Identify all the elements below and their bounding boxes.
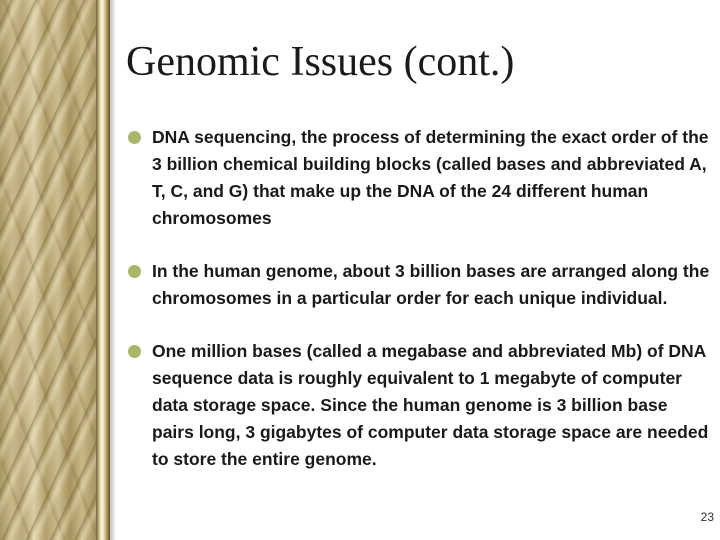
bullet-dot-icon [128, 131, 141, 144]
slide-title: Genomic Issues (cont.) [126, 39, 515, 85]
bullet-dot-icon [128, 345, 141, 358]
bullet-text: DNA sequencing, the process of determining the exact order of the 3 billion chemical building blocks (called bases and abbreviated A, T, C, and G) that make up the DNA of the 24 different human chromosomes [152, 127, 709, 228]
decorative-side-edge [96, 0, 110, 540]
bullet-item [126, 258, 711, 312]
bullet-text: One million bases (called a megabase and abbreviated Mb) of DNA sequence data is roughly equivalent to 1 megabyte of computer data storage space. Since the human genome is 3 billion base pairs long, 3 gigabytes of computer data storage space are needed to store the entire genome. [152, 341, 709, 469]
decorative-side-band [0, 0, 100, 540]
bullet-item [126, 338, 711, 473]
bullet-list [126, 124, 711, 473]
decorative-side-shadow [110, 0, 116, 540]
page-number: 23 [700, 510, 714, 524]
bullet-text: In the human genome, about 3 billion bases are arranged along the chromosomes in a particular order for each unique individual. [152, 261, 710, 308]
bullet-dot-icon [128, 265, 141, 278]
bullet-item [126, 124, 711, 232]
